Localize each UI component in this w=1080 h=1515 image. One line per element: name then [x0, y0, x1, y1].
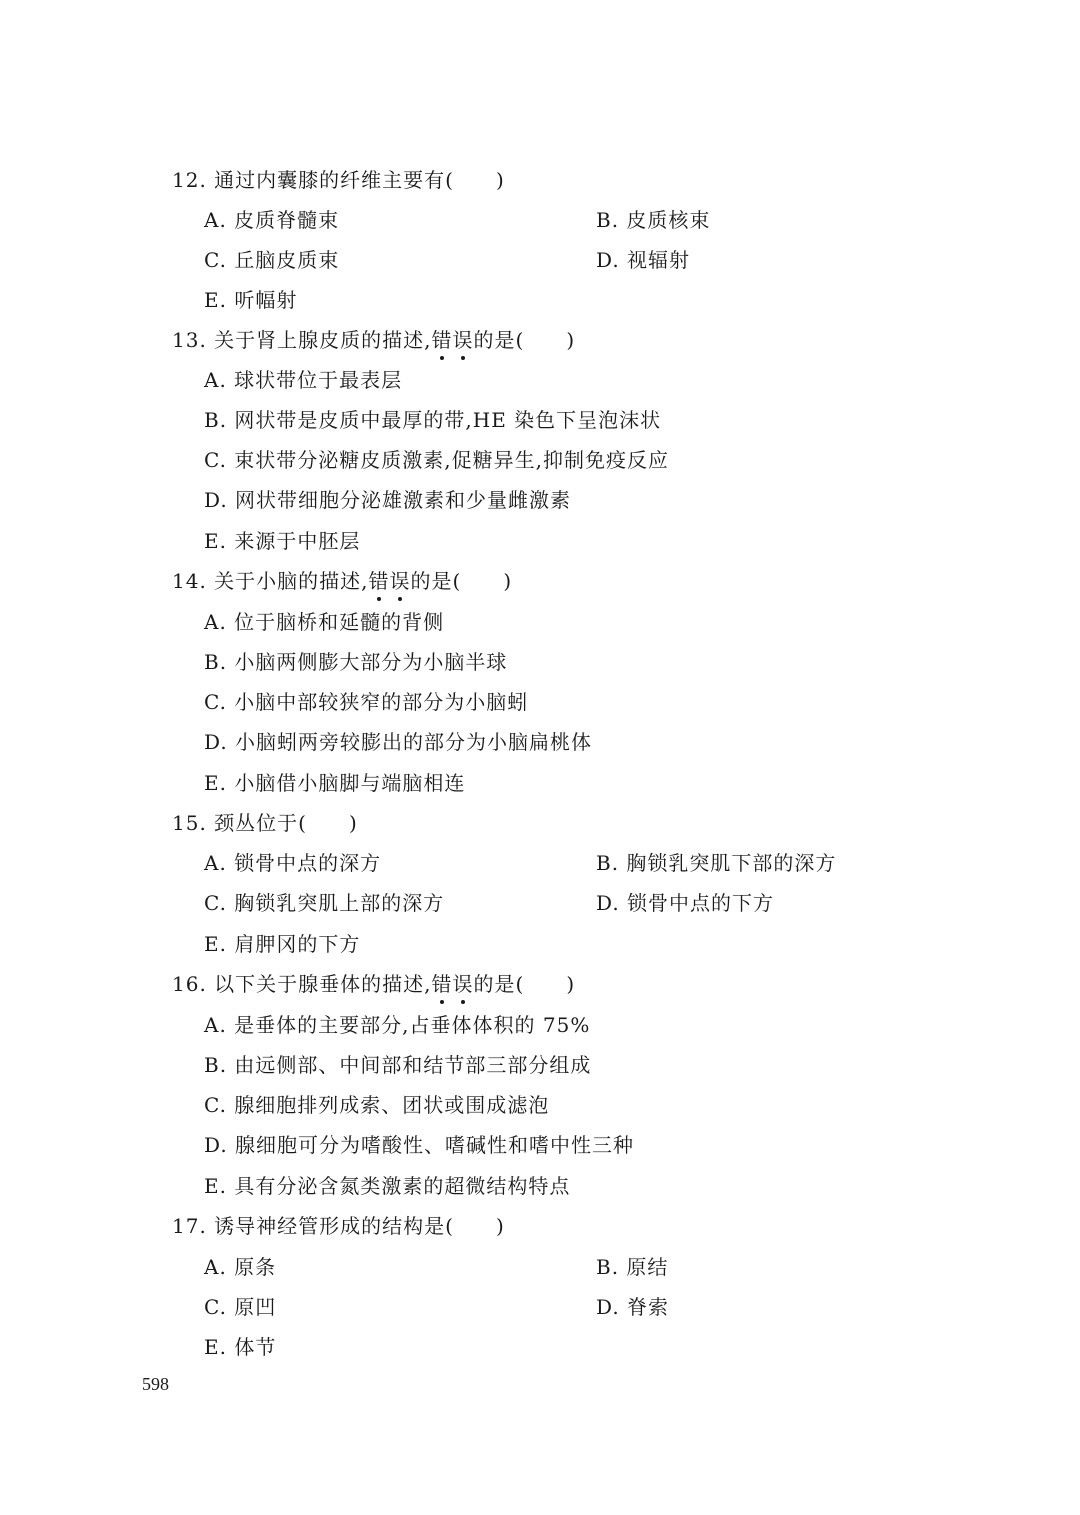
- question-14-stem: [172, 568, 512, 594]
- question-14-emphasis-2: 误: [389, 569, 411, 593]
- question-16-option-a: A. 是垂体的主要部分,占垂体体积的 75%: [204, 1013, 591, 1037]
- question-12-option-e: E. 听幅射: [204, 288, 298, 312]
- question-12-option-a: A. 皮质脊髓束: [204, 208, 340, 232]
- question-13-option-e: E. 来源于中胚层: [204, 529, 361, 553]
- question-15-option-d: D. 锁骨中点的下方: [596, 891, 775, 915]
- question-17-option-b: B. 原结: [596, 1255, 669, 1279]
- question-16-option-d: D. 腺细胞可分为嗜酸性、嗜碱性和嗜中性三种: [204, 1133, 635, 1157]
- question-15-option-c: C. 胸锁乳突肌上部的深方: [204, 891, 445, 915]
- question-16-stem-post: 的是( ): [473, 972, 576, 996]
- question-12-option-d: D. 视辐射: [596, 248, 691, 272]
- question-13-option-c: C. 束状带分泌糖皮质激素,促糖异生,抑制免疫反应: [204, 448, 670, 472]
- question-17-stem: 17. 诱导神经管形成的结构是( ): [172, 1214, 505, 1238]
- question-14-option-a: A. 位于脑桥和延髓的背侧: [204, 610, 445, 634]
- question-12-option-b: B. 皮质核束: [596, 208, 711, 232]
- question-14-option-c: C. 小脑中部较狭窄的部分为小脑蚓: [204, 690, 529, 714]
- question-13-emphasis-2: 误: [452, 328, 474, 352]
- question-14-option-d: D. 小脑蚓两旁较膨出的部分为小脑扁桃体: [204, 730, 593, 754]
- question-13-stem: [172, 327, 575, 353]
- question-14-emphasis-1: 错: [368, 569, 390, 593]
- question-12-option-c: C. 丘脑皮质束: [204, 248, 340, 272]
- question-15-option-e: E. 肩胛冈的下方: [204, 932, 361, 956]
- question-16-option-e: E. 具有分泌含氮类激素的超微结构特点: [204, 1174, 571, 1198]
- question-15-stem: 15. 颈丛位于( ): [172, 811, 358, 835]
- question-12-stem: 12. 通过内囊膝的纤维主要有( ): [172, 168, 505, 192]
- question-16-emphasis-2: 误: [452, 972, 474, 996]
- question-14-stem-pre: 14. 关于小脑的描述,: [172, 569, 369, 593]
- question-14-stem-post: 的是( ): [410, 569, 513, 593]
- question-16-option-b: B. 由远侧部、中间部和结节部三部分组成: [204, 1053, 592, 1077]
- question-14-option-e: E. 小脑借小脑脚与端脑相连: [204, 771, 466, 795]
- question-16-emphasis-1: 错: [431, 972, 453, 996]
- question-13-stem-pre: 13. 关于肾上腺皮质的描述,: [172, 328, 432, 352]
- question-14-option-b: B. 小脑两侧膨大部分为小脑半球: [204, 650, 508, 674]
- question-13-emphasis-1: 错: [431, 328, 453, 352]
- question-15-option-b: B. 胸锁乳突肌下部的深方: [596, 851, 837, 875]
- question-17-option-e: E. 体节: [204, 1335, 277, 1359]
- page-number: 598: [142, 1374, 169, 1394]
- question-13-option-b: B. 网状带是皮质中最厚的带,HE 染色下呈泡沫状: [204, 408, 662, 432]
- question-17-option-d: D. 脊索: [596, 1295, 670, 1319]
- question-16-stem-pre: 16. 以下关于腺垂体的描述,: [172, 972, 432, 996]
- question-17-option-c: C. 原凹: [204, 1295, 277, 1319]
- question-17-option-a: A. 原条: [204, 1255, 277, 1279]
- question-16-option-c: C. 腺细胞排列成索、团状或围成滤泡: [204, 1093, 550, 1117]
- question-13-stem-post: 的是( ): [473, 328, 576, 352]
- question-13-option-d: D. 网状带细胞分泌雄激素和少量雌激素: [204, 488, 572, 512]
- question-16-stem: [172, 971, 575, 997]
- question-15-option-a: A. 锁骨中点的深方: [204, 851, 382, 875]
- question-13-option-a: A. 球状带位于最表层: [204, 368, 403, 392]
